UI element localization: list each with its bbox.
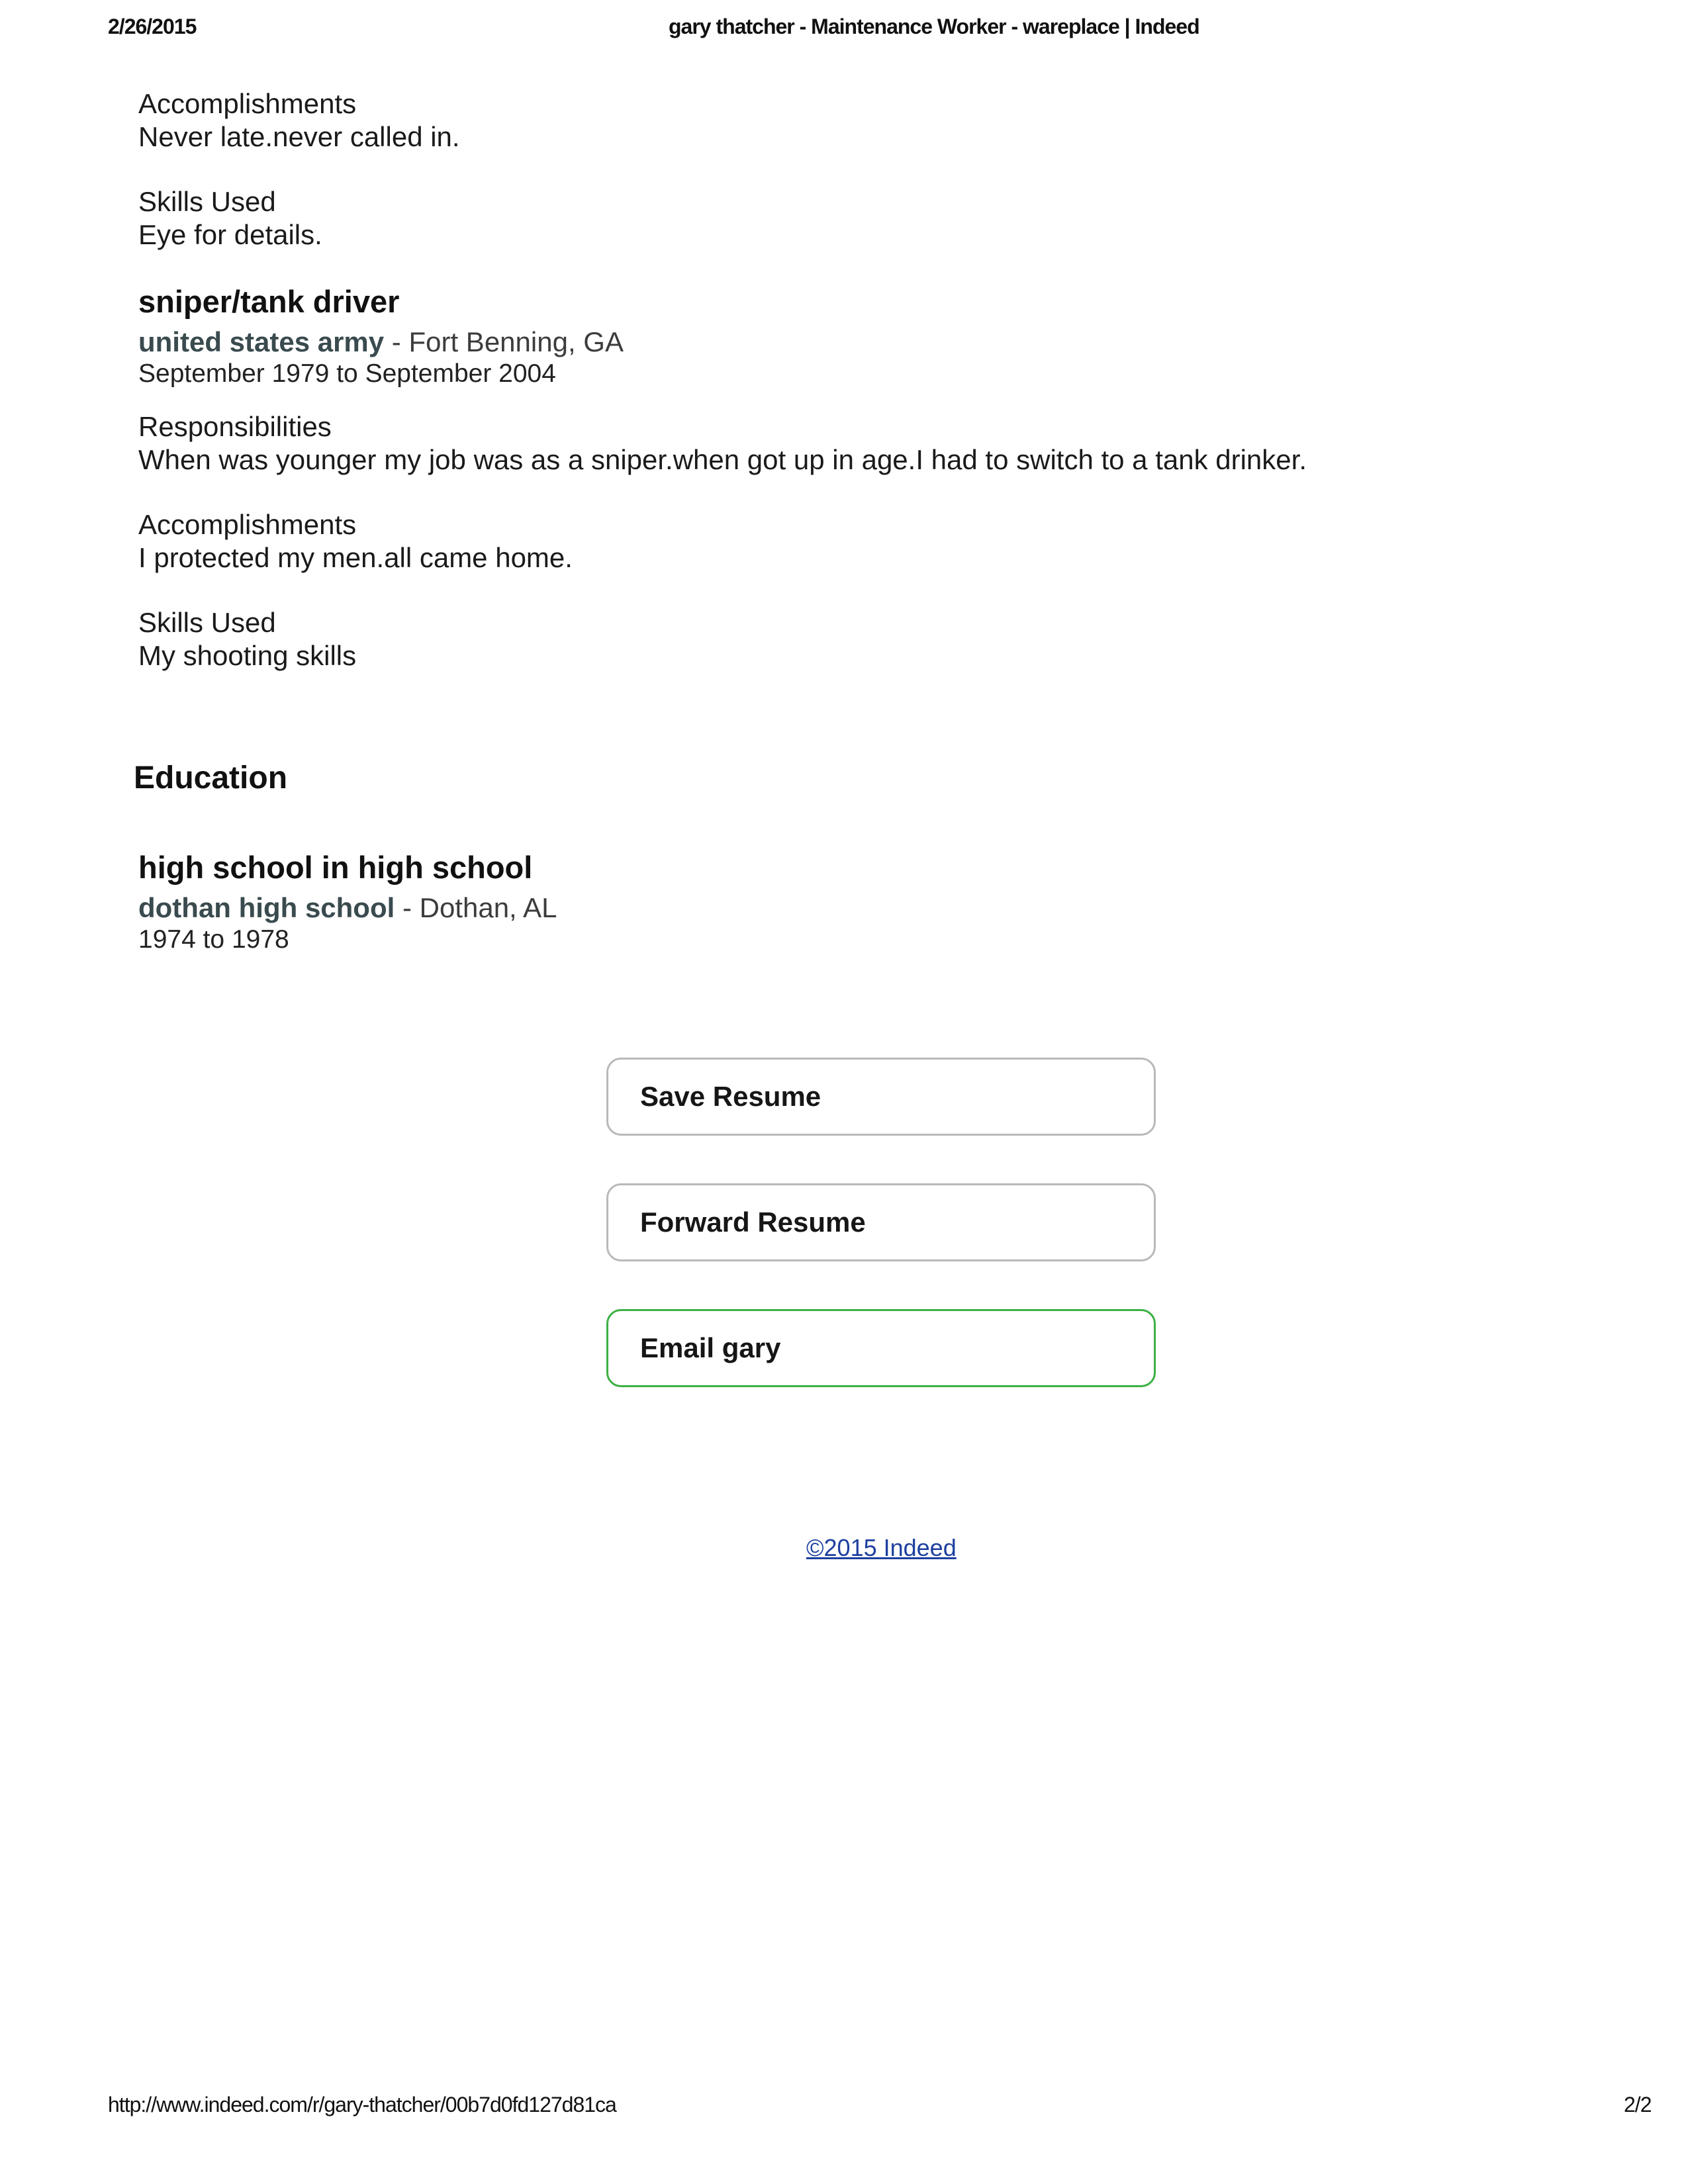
save-resume-button[interactable]: Save Resume [606,1058,1156,1136]
copyright-link[interactable]: ©2015 Indeed [806,1534,957,1561]
school-name[interactable]: dothan high school [138,892,395,923]
responsibilities-text: When was younger my job was as a sniper.when got up in age.I had to switch to a tank drinker. [138,444,1307,475]
job-dates: September 1979 to September 2004 [138,359,556,388]
skills-text: My shooting skills [138,640,357,671]
resume-actions [606,1058,1156,1435]
print-page-number: 2/2 [1624,2093,1652,2116]
job-accomplishments [138,508,1462,574]
education-entry [138,849,557,976]
skills-text: Eye for details. [138,219,322,250]
prev-job-skills [138,185,1462,251]
skills-label: Skills Used [138,607,276,638]
job-title: sniper/tank driver [138,284,400,319]
school-line [138,891,557,925]
work-experience-continued [138,87,1462,704]
job-responsibilities [138,410,1462,477]
responsibilities-label: Responsibilities [138,411,332,442]
forward-resume-button[interactable]: Forward Resume [606,1183,1156,1261]
degree-title: high school in high school [138,850,533,885]
print-page-title: gary thatcher - Maintenance Worker - wareplace | Indeed [669,15,1199,38]
company-name[interactable]: united states army [138,326,385,357]
education-dates: 1974 to 1978 [138,925,289,954]
accomplishments-text: I protected my men.all came home. [138,542,573,573]
job-entry [138,283,1462,672]
accomplishments-label: Accomplishments [138,88,357,119]
print-url: http://www.indeed.com/r/gary-thatcher/00b7d0fd127d81ca [108,2093,616,2116]
skills-label: Skills Used [138,186,276,217]
email-candidate-button[interactable]: Email gary [606,1309,1156,1387]
school-location: - Dothan, AL [395,892,557,923]
company-line [138,326,1462,359]
accomplishments-text: Never late.never called in. [138,121,460,152]
print-date: 2/26/2015 [108,15,197,38]
accomplishments-label: Accomplishments [138,509,357,540]
job-skills [138,606,1462,672]
prev-job-accomplishments [138,87,1462,154]
education-heading: Education [134,760,288,796]
company-location: - Fort Benning, GA [384,326,624,357]
